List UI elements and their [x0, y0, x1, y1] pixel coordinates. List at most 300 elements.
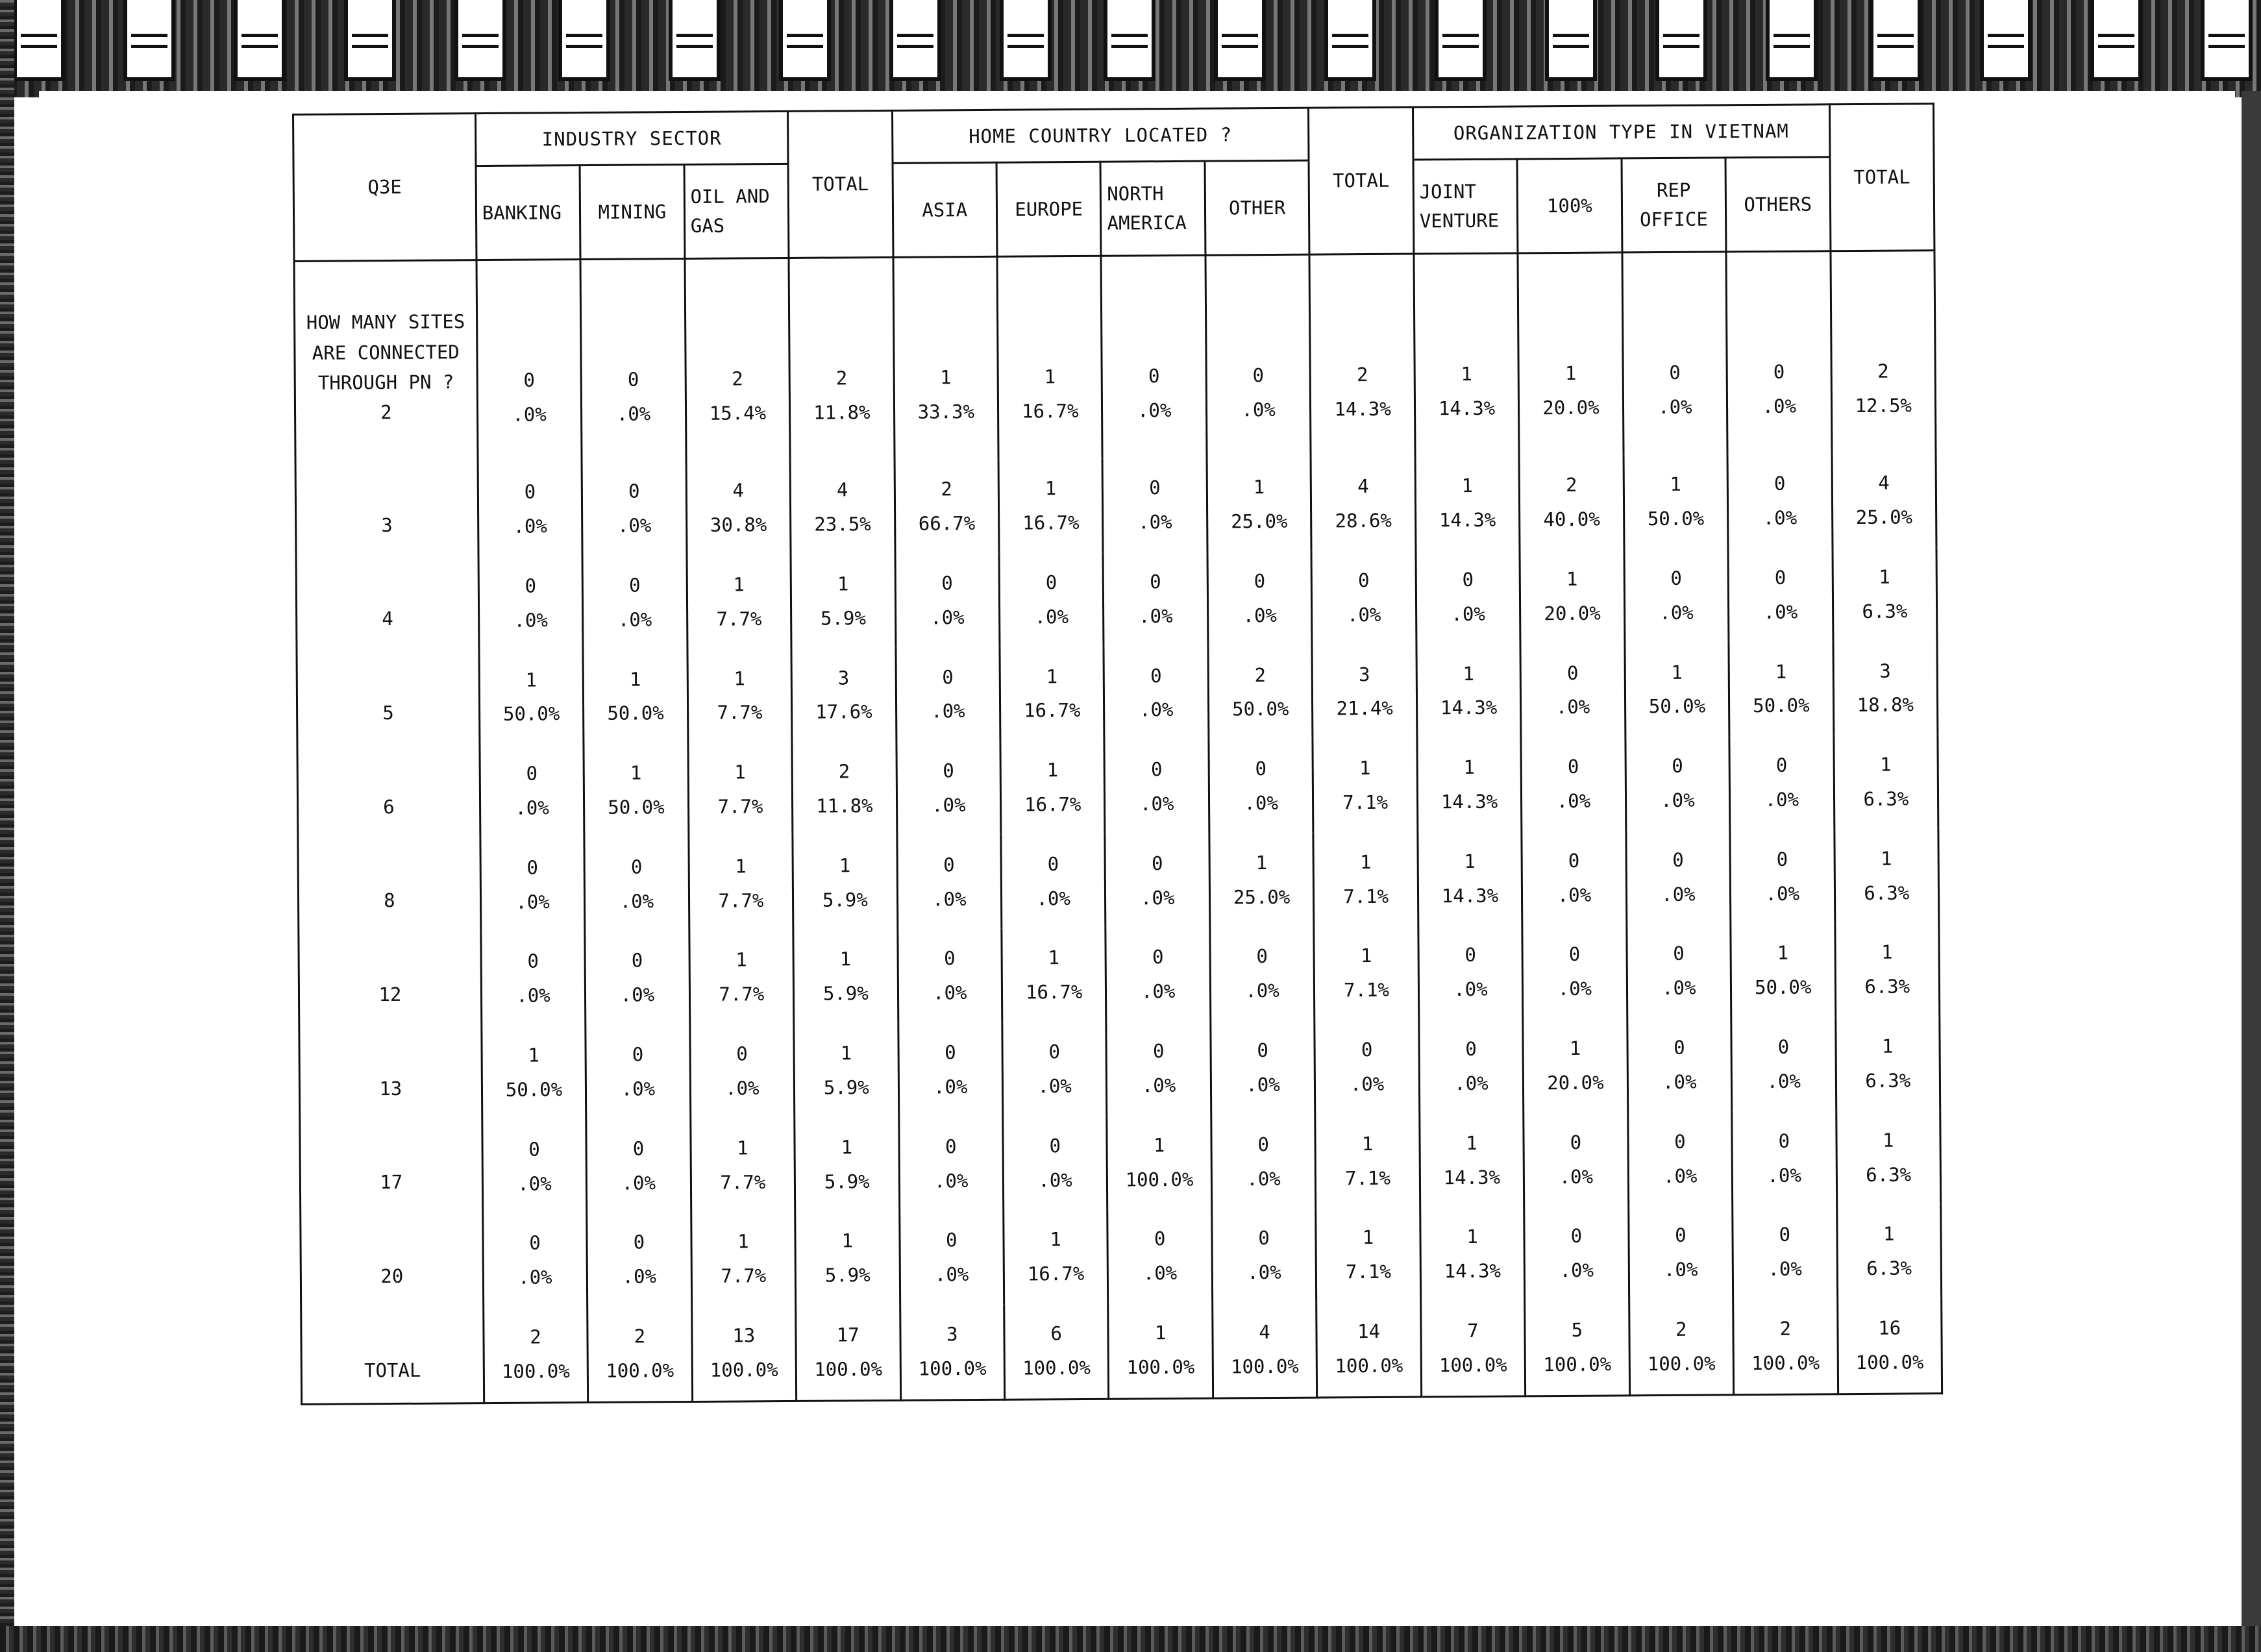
data-cell [999, 552, 1104, 647]
data-cell [586, 1025, 690, 1120]
cell-count: 0 [1257, 1133, 1269, 1155]
data-cell [795, 1117, 899, 1212]
cell-percent: 100.0% [1125, 1168, 1194, 1191]
cell-count: 0 [1672, 754, 1683, 778]
table-row [295, 453, 1936, 558]
cell-percent: 15.4% [709, 402, 767, 425]
cell-count: 1 [528, 1044, 539, 1066]
cell-count: 1 [1461, 475, 1474, 497]
cell-count: 5 [1571, 1319, 1583, 1342]
cell-count: 0 [1566, 661, 1579, 684]
data-cell [1733, 1299, 1838, 1395]
cell-percent: .0% [931, 700, 965, 722]
data-cell [1105, 833, 1209, 928]
data-cell [1420, 1207, 1524, 1301]
cell-percent: 25.0% [1231, 510, 1288, 533]
data-cell [791, 554, 895, 648]
cell-percent: .0% [1141, 1074, 1176, 1097]
binder-ring [1655, 0, 1707, 81]
data-cell [1208, 645, 1313, 740]
cell-percent: 7.1% [1344, 979, 1390, 1002]
data-cell [687, 554, 791, 649]
data-cell [687, 648, 792, 743]
cell-count: 1 [629, 667, 641, 691]
data-cell [1207, 457, 1311, 552]
binder-ring [669, 0, 721, 81]
cell-percent: 50.0% [1648, 695, 1706, 718]
cell-count: 0 [1465, 1038, 1477, 1061]
cell-percent: 7.7% [720, 1170, 766, 1194]
binder-ring [1000, 0, 1052, 81]
cell-count: 0 [942, 665, 954, 688]
data-cell [998, 459, 1103, 554]
data-cell [896, 741, 1000, 836]
binder-ring [1766, 0, 1818, 81]
cell-count: 4 [732, 479, 745, 502]
cell-count: 2 [1779, 1318, 1792, 1340]
table-row [301, 1298, 1942, 1405]
cell-count: 13 [732, 1324, 756, 1347]
cell-percent: .0% [617, 608, 652, 631]
cell-percent: 100.0% [1855, 1351, 1924, 1374]
cell-percent: 14.3% [1444, 1259, 1501, 1283]
cell-percent: 100.0% [1647, 1352, 1716, 1375]
group-header-organization-type: ORGANIZATION TYPE IN VIETNAM [1413, 105, 1829, 160]
cell-count: 0 [1150, 664, 1162, 687]
cell-percent: .0% [932, 981, 967, 1004]
cell-percent: .0% [1137, 399, 1172, 422]
cell-count: 1 [525, 669, 537, 691]
data-cell [691, 1306, 796, 1402]
cell-count: 0 [1151, 852, 1163, 875]
cell-count: 0 [1776, 848, 1788, 870]
cell-percent: .0% [1241, 399, 1276, 421]
cell-percent: 100.0% [1439, 1353, 1507, 1377]
data-cell [900, 1304, 1004, 1400]
cell-count: 1 [1881, 847, 1892, 870]
cell-percent: .0% [616, 402, 651, 426]
binder-ring [1435, 0, 1487, 81]
cell-percent: 14.3% [1441, 884, 1499, 907]
cell-percent: 16.7% [1022, 512, 1080, 534]
cell-percent: 6.3% [1865, 1069, 1911, 1092]
cell-percent: 16.7% [1024, 699, 1081, 722]
cell-percent: 7.1% [1342, 791, 1389, 814]
data-cell [1315, 1114, 1420, 1209]
data-cell [1522, 924, 1627, 1019]
cell-percent: 6.3% [1862, 600, 1908, 623]
cell-count: 1 [1464, 850, 1476, 872]
cell-percent: 25.0% [1233, 885, 1291, 909]
cell-percent: .0% [1555, 696, 1590, 719]
data-cell [1625, 642, 1729, 737]
header-total-industry: TOTAL [788, 110, 893, 258]
cell-percent: 5.9% [820, 606, 867, 630]
cell-percent: 5.9% [822, 982, 869, 1005]
cell-count: 0 [1775, 754, 1788, 777]
data-cell [1525, 1300, 1629, 1396]
cell-percent: 100.0% [1126, 1356, 1195, 1379]
cell-percent: .0% [1659, 601, 1694, 624]
cell-count: 1 [1566, 567, 1578, 590]
data-cell [1107, 1209, 1212, 1304]
cell-count: 1 [735, 948, 747, 971]
row-value-label: 2 [380, 401, 392, 423]
cell-percent: .0% [1038, 1168, 1072, 1192]
cell-percent: .0% [515, 891, 550, 913]
data-cell [1419, 1019, 1524, 1114]
data-cell [689, 836, 793, 931]
cell-count: 1 [841, 1136, 853, 1159]
cell-percent: 17.6% [815, 700, 872, 724]
table-row [300, 1111, 1941, 1215]
cell-count: 0 [1672, 848, 1684, 871]
cell-percent: .0% [1661, 789, 1695, 812]
row-value-label: 13 [379, 1077, 402, 1100]
cell-percent: .0% [1764, 788, 1799, 811]
cell-count: 0 [526, 762, 538, 785]
data-cell [1311, 550, 1416, 645]
cell-percent: .0% [1350, 1072, 1385, 1096]
data-cell [1004, 1210, 1108, 1305]
scan-right-edge [2242, 91, 2261, 1652]
cell-percent: 16.7% [1024, 793, 1081, 816]
data-cell [1418, 832, 1522, 926]
cell-count: 3 [1358, 663, 1370, 685]
data-cell [1210, 927, 1315, 1022]
cell-count: 0 [1464, 944, 1476, 967]
cell-percent: .0% [933, 1169, 969, 1192]
cell-count: 1 [737, 1137, 748, 1159]
cell-percent: 30.8% [710, 513, 767, 536]
cell-percent: 7.7% [717, 795, 763, 818]
data-cell [685, 258, 791, 461]
cell-percent: 50.0% [608, 796, 665, 819]
cell-percent: 5.9% [824, 1170, 870, 1193]
data-cell [1833, 641, 1937, 735]
data-cell [896, 835, 1001, 930]
table-row [298, 829, 1939, 933]
row-label [299, 1026, 482, 1121]
cell-percent: .0% [517, 1172, 552, 1195]
data-cell [898, 1116, 1003, 1211]
cell-count: 1 [1046, 759, 1059, 782]
cell-percent: .0% [512, 403, 547, 426]
data-cell [1524, 1206, 1629, 1301]
cell-count: 1 [1253, 476, 1265, 499]
cell-count: 2 [1565, 474, 1577, 497]
data-cell [1212, 1209, 1316, 1303]
cell-count: 0 [944, 947, 956, 970]
cell-count: 0 [523, 369, 536, 392]
cell-count: 0 [1570, 1225, 1583, 1248]
cell-count: 1 [839, 854, 851, 877]
cell-percent: 14.3% [1440, 697, 1498, 719]
cell-percent: 7.7% [718, 889, 764, 912]
cell-count: 0 [628, 480, 640, 502]
cell-percent: 100.0% [606, 1359, 674, 1383]
data-cell [479, 650, 584, 745]
cell-percent: 66.7% [918, 512, 976, 535]
data-cell [1420, 1301, 1525, 1397]
data-cell [793, 930, 898, 1024]
cell-percent: .0% [1245, 980, 1279, 1002]
cell-percent: 16.7% [1027, 1263, 1085, 1285]
cell-count: 0 [526, 856, 539, 879]
data-cell [895, 553, 1000, 648]
binder-ring [13, 0, 65, 81]
cell-count: 7 [1467, 1320, 1479, 1342]
cell-percent: .0% [1138, 511, 1172, 534]
data-cell [689, 930, 794, 1025]
cell-count: 0 [1045, 571, 1057, 594]
row-label [296, 557, 479, 652]
cell-count: 2 [1356, 364, 1368, 386]
cell-percent: 100.0% [814, 1358, 883, 1381]
cell-count: 1 [630, 761, 642, 784]
cell-percent: 5.9% [822, 888, 868, 911]
cell-count: 14 [1357, 1320, 1381, 1343]
table-row [301, 1204, 1942, 1309]
cell-percent: 6.3% [1866, 1257, 1912, 1280]
data-cell [1836, 1204, 1941, 1299]
data-cell [1313, 738, 1417, 833]
cell-count: 1 [1361, 1132, 1374, 1155]
cell-percent: .0% [1662, 1165, 1698, 1187]
cell-count: 1 [1881, 1035, 1894, 1057]
cell-percent: 100.0% [918, 1357, 987, 1380]
data-cell [1731, 923, 1835, 1018]
cell-count: 2 [634, 1325, 646, 1348]
cell-count: 1 [1046, 665, 1058, 687]
data-cell [1518, 253, 1624, 456]
cell-count: 2 [835, 367, 848, 389]
binder-ring [1980, 0, 2032, 81]
cell-count: 0 [736, 1042, 748, 1065]
cell-percent: .0% [620, 983, 655, 1007]
data-cell [483, 1307, 587, 1403]
data-cell [1311, 456, 1415, 551]
data-cell [795, 1211, 900, 1306]
cell-count: 0 [1673, 943, 1685, 965]
cell-percent: .0% [1247, 1261, 1281, 1284]
cell-percent: .0% [1662, 1070, 1697, 1094]
cell-count: 2 [1254, 663, 1266, 686]
cell-percent: .0% [1036, 887, 1071, 910]
data-cell [1211, 1115, 1316, 1209]
data-cell [580, 258, 686, 462]
data-cell [1417, 737, 1522, 832]
row-value-label: 17 [380, 1171, 403, 1194]
data-cell [1103, 552, 1207, 647]
cell-count: 0 [1779, 1224, 1791, 1246]
cell-percent: .0% [1559, 1259, 1594, 1282]
cell-percent: 50.0% [1755, 976, 1812, 999]
col-header-other: OTHER [1205, 160, 1309, 255]
cell-percent: .0% [932, 794, 966, 817]
data-cell [1002, 1022, 1107, 1116]
cell-count: 1 [1154, 1322, 1167, 1344]
cell-count: 0 [943, 854, 955, 876]
cell-count: 1 [1463, 756, 1476, 779]
data-cell [1002, 928, 1106, 1023]
cell-count: 16 [1878, 1316, 1901, 1340]
data-cell [1626, 830, 1731, 925]
data-cell [997, 256, 1103, 459]
col-header-north-america: NORTH AMERICA [1100, 161, 1205, 256]
data-cell [1309, 254, 1415, 457]
col-header-100-percent: 100% [1517, 158, 1622, 253]
row-label [301, 1308, 484, 1405]
question-text: HOW MANY SITES ARE CONNECTED THROUGH PN ? [306, 310, 465, 394]
cell-percent: .0% [1138, 604, 1173, 628]
data-cell [1727, 454, 1832, 549]
cell-percent: .0% [1034, 605, 1069, 628]
cell-count: 0 [1256, 945, 1268, 968]
binder-ring [1324, 0, 1376, 81]
data-cell [586, 1118, 691, 1213]
row-label [301, 1214, 484, 1309]
cell-count: 1 [1359, 850, 1372, 873]
data-cell [1101, 255, 1207, 458]
cell-count: 1 [1466, 1131, 1477, 1154]
cell-percent: .0% [1246, 1073, 1280, 1096]
cell-count: 0 [1567, 756, 1579, 778]
cell-percent: 20.0% [1547, 1071, 1604, 1094]
cell-count: 1 [1255, 851, 1268, 874]
cell-percent: .0% [622, 1265, 657, 1288]
data-cell [691, 1212, 795, 1307]
cell-percent: .0% [1767, 1164, 1801, 1187]
cell-count: 0 [631, 949, 643, 972]
cell-percent: .0% [617, 514, 652, 537]
row-value-label: 8 [384, 889, 395, 912]
cell-percent: .0% [621, 1078, 656, 1100]
cell-percent: .0% [1557, 883, 1592, 906]
data-cell [1209, 739, 1313, 833]
cell-percent: .0% [1346, 603, 1381, 626]
data-cell [482, 1026, 586, 1120]
cell-count: 0 [1049, 1134, 1061, 1157]
cell-count: 3 [946, 1323, 958, 1346]
binder-ring [779, 0, 831, 81]
cell-percent: .0% [1454, 1072, 1489, 1095]
data-cell [1628, 1205, 1733, 1300]
cell-percent: 7.1% [1344, 1166, 1390, 1189]
data-cell [1205, 254, 1311, 458]
data-cell [897, 929, 1002, 1024]
data-cell [1519, 455, 1624, 550]
cell-count: 1 [1044, 365, 1056, 388]
row-label [297, 745, 480, 839]
data-cell [1004, 1303, 1109, 1399]
cell-count: 4 [1259, 1321, 1270, 1344]
data-cell [1624, 454, 1728, 549]
cell-count: 0 [1361, 1039, 1373, 1061]
cell-percent: 33.3% [917, 401, 975, 424]
cell-count: 1 [734, 761, 746, 783]
data-cell [1000, 647, 1104, 741]
cell-count: 0 [627, 368, 639, 391]
col-header-europe: EUROPE [996, 162, 1101, 256]
binder-ring [234, 0, 286, 81]
cell-count: 1 [1881, 941, 1893, 964]
cell-count: 0 [1773, 361, 1785, 384]
row-value-label: 4 [382, 608, 393, 630]
cell-percent: .0% [1762, 506, 1798, 530]
col-header-banking: BANKING [476, 166, 580, 260]
cell-percent: .0% [1766, 1070, 1801, 1092]
header-total-home-country: TOTAL [1309, 107, 1414, 254]
cell-count: 0 [1149, 476, 1161, 499]
data-cell [1726, 251, 1832, 454]
data-cell [898, 1022, 1002, 1117]
data-cell [1415, 456, 1520, 550]
cell-percent: 100.0% [1230, 1355, 1299, 1378]
data-cell [1211, 1020, 1315, 1115]
data-cell [794, 1024, 898, 1118]
cell-count: 0 [633, 1231, 645, 1253]
cell-count: 0 [632, 1043, 644, 1066]
cell-percent: 14.3% [1334, 398, 1391, 421]
group-header-home-country: HOME COUNTRY LOCATED ? [892, 108, 1309, 163]
table-row [297, 641, 1938, 745]
data-cell [1728, 548, 1833, 643]
cell-count: 1 [1775, 660, 1787, 683]
data-cell [896, 647, 1000, 742]
cell-percent: 16.7% [1021, 400, 1079, 423]
data-cell [1521, 737, 1625, 832]
cell-percent: .0% [513, 515, 548, 537]
data-cell [1629, 1300, 1733, 1396]
row-label [297, 650, 480, 745]
cell-percent: 7.1% [1345, 1261, 1391, 1283]
cell-count: 0 [1252, 364, 1265, 387]
cell-percent: 100.0% [1335, 1355, 1403, 1377]
cell-count: 1 [1463, 662, 1475, 685]
cell-percent: .0% [515, 796, 549, 819]
cell-count: 0 [945, 1041, 956, 1064]
data-cell [686, 461, 791, 556]
cell-count: 0 [1254, 569, 1266, 593]
scan-bottom-edge [0, 1626, 2261, 1652]
cell-percent: 50.0% [1231, 698, 1289, 721]
cell-count: 2 [1877, 360, 1889, 383]
cell-percent: 6.3% [1863, 787, 1909, 811]
cell-count: 1 [1466, 1226, 1478, 1248]
cell-percent: 7.7% [716, 608, 762, 630]
cell-percent: .0% [1763, 600, 1798, 623]
data-cell [1001, 834, 1106, 929]
data-cell [478, 462, 582, 557]
data-cell [1102, 458, 1207, 553]
cell-count: 17 [836, 1324, 859, 1346]
cell-percent: 50.0% [502, 702, 560, 726]
cell-count: 0 [1773, 472, 1786, 495]
data-cell [587, 1307, 692, 1403]
cell-percent: .0% [1762, 395, 1797, 418]
cell-count: 1 [735, 855, 747, 878]
data-cell [690, 1118, 795, 1213]
data-cell [1624, 549, 1729, 643]
data-cell [1522, 831, 1626, 926]
cell-count: 1 [1882, 1129, 1894, 1152]
cell-percent: .0% [1246, 1167, 1281, 1190]
cell-count: 0 [1152, 946, 1164, 968]
cell-count: 1 [737, 1230, 749, 1253]
data-cell [1315, 1020, 1419, 1115]
cell-count: 2 [1675, 1318, 1687, 1341]
